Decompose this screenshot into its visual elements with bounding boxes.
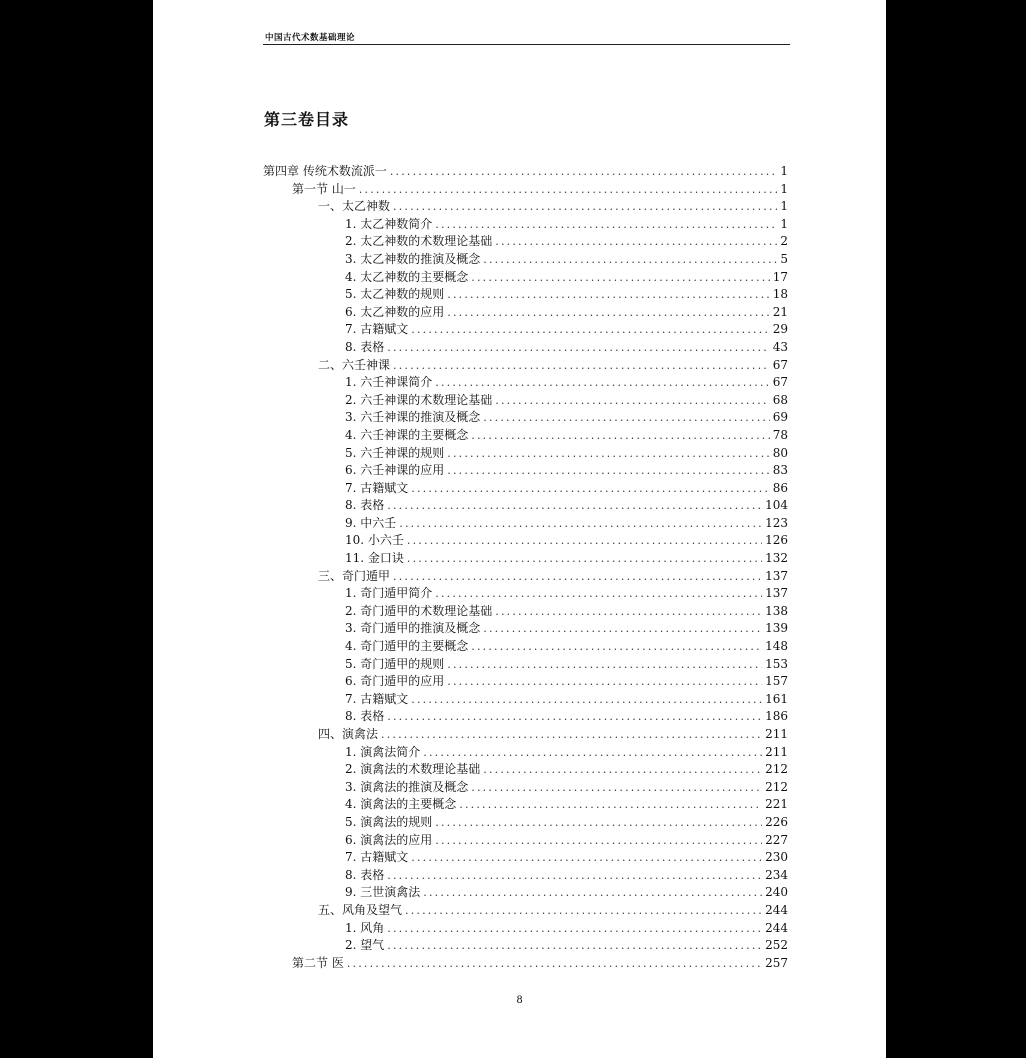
toc-entry <box>263 832 788 850</box>
dot-leader <box>387 920 762 938</box>
toc-entry <box>263 708 788 726</box>
toc-entry-label: 8. 表格 <box>345 867 385 882</box>
toc-entry-page: 67 <box>772 357 788 372</box>
toc-entry-label: 4. 演禽法的主要概念 <box>345 797 457 812</box>
toc-entry-label: 第四章 传统术数流派一 <box>263 164 387 178</box>
toc-entry <box>263 286 788 304</box>
toc-entry <box>263 251 788 269</box>
toc-entry <box>263 181 788 199</box>
dot-leader <box>483 409 769 427</box>
toc-entry-label: 1. 风角 <box>345 920 385 935</box>
toc-entry <box>263 884 788 902</box>
dot-leader <box>387 937 762 955</box>
dot-leader <box>387 867 762 885</box>
toc-entry-page: 78 <box>772 427 788 442</box>
toc-entry-page: 211 <box>765 727 788 741</box>
toc-entry <box>263 620 788 638</box>
dot-leader <box>447 304 769 322</box>
dot-leader <box>393 568 762 586</box>
dot-leader <box>411 849 762 867</box>
dot-leader <box>483 620 762 638</box>
toc-entry-label: 7. 古籍赋文 <box>345 480 409 495</box>
toc-entry-label: 二、六壬神课 <box>318 357 391 372</box>
toc-entry-label: 3. 六壬神课的推演及概念 <box>345 410 481 425</box>
toc-entry-label: 3. 太乙神数的推演及概念 <box>345 251 481 266</box>
toc-entry-label: 11. 金口诀 <box>345 551 404 566</box>
toc-entry <box>263 374 788 392</box>
dot-leader <box>447 286 769 304</box>
toc-entry-page: 244 <box>765 920 788 935</box>
toc-entry-page: 29 <box>772 322 788 337</box>
toc-entry-page: 5 <box>780 251 788 266</box>
toc-entry-page: 68 <box>772 392 788 407</box>
toc-entry-label: 6. 太乙神数的应用 <box>345 304 445 319</box>
toc-entry-label: 第一节 山一 <box>292 181 356 196</box>
toc-entry-page: 137 <box>765 586 788 601</box>
toc-entry <box>263 216 788 234</box>
toc-entry <box>263 638 788 656</box>
toc-entry <box>263 673 788 691</box>
toc-entry-page: 1 <box>780 164 788 178</box>
toc-entry-page: 227 <box>765 832 788 847</box>
toc-entry-page: 137 <box>765 568 788 583</box>
dot-leader <box>405 902 762 920</box>
dot-leader <box>471 638 762 656</box>
toc-entry <box>263 445 788 463</box>
toc-entry-label: 2. 奇门遁甲的术数理论基础 <box>345 603 493 618</box>
toc-entry-label: 1. 演禽法简介 <box>345 744 421 759</box>
toc-entry-page: 138 <box>765 603 788 618</box>
dot-leader <box>435 585 762 603</box>
toc-entry-page: 139 <box>765 621 788 636</box>
toc-entry <box>263 198 788 216</box>
toc-entry-label: 6. 演禽法的应用 <box>345 832 433 847</box>
toc-entry-label: 7. 古籍赋文 <box>345 850 409 865</box>
toc-entry-page: 1 <box>780 181 788 196</box>
toc-entry-page: 80 <box>772 445 788 460</box>
toc-entry-page: 83 <box>772 463 788 478</box>
toc-entry <box>263 585 788 603</box>
toc-entry-label: 8. 表格 <box>345 498 385 513</box>
toc-entry <box>263 955 788 973</box>
dot-leader <box>411 321 769 339</box>
toc-entry-label: 9. 中六壬 <box>345 515 397 530</box>
toc-entry <box>263 814 788 832</box>
toc-entry-page: 211 <box>765 744 788 759</box>
toc-entry-label: 5. 奇门遁甲的规则 <box>345 656 445 671</box>
toc-entry-label: 三、奇门遁甲 <box>318 568 391 583</box>
toc-entry-page: 226 <box>765 814 788 829</box>
dot-leader <box>483 251 777 269</box>
toc-entry-page: 157 <box>765 674 788 689</box>
dot-leader <box>447 673 762 691</box>
toc-entry <box>263 321 788 339</box>
toc-entry <box>263 515 788 533</box>
toc-entry-page: 17 <box>772 269 788 284</box>
dot-leader <box>359 181 778 199</box>
toc-entry-page: 257 <box>765 955 788 970</box>
toc-entry-label: 10. 小六壬 <box>345 533 404 548</box>
dot-leader <box>423 884 762 902</box>
toc-entry-label: 四、演禽法 <box>318 727 379 741</box>
dot-leader <box>387 708 762 726</box>
toc-entry-label: 8. 表格 <box>345 709 385 724</box>
dot-leader <box>381 726 762 744</box>
dot-leader <box>447 445 769 463</box>
toc-entry-page: 148 <box>765 639 788 654</box>
toc-entry <box>263 357 788 375</box>
dot-leader <box>471 779 762 797</box>
toc-entry-page: 186 <box>765 709 788 724</box>
dot-leader <box>390 163 778 181</box>
dot-leader <box>347 955 762 973</box>
toc-entry-label: 1. 奇门遁甲简介 <box>345 586 433 601</box>
toc-entry <box>263 339 788 357</box>
toc-entry-page: 21 <box>772 304 788 319</box>
dot-leader <box>411 691 762 709</box>
dot-leader <box>435 814 762 832</box>
toc-entry <box>263 497 788 515</box>
toc-entry-page: 161 <box>765 691 788 706</box>
book-page <box>153 0 886 1058</box>
toc-entry <box>263 779 788 797</box>
toc-entry <box>263 409 788 427</box>
toc-entry-label: 7. 古籍赋文 <box>345 322 409 337</box>
toc-entry <box>263 550 788 568</box>
dot-leader <box>471 269 769 287</box>
toc-entry-label: 5. 太乙神数的规则 <box>345 287 445 302</box>
dot-leader <box>495 233 777 251</box>
dot-leader <box>495 392 769 410</box>
toc-entry <box>263 744 788 762</box>
toc-entry-label: 4. 奇门遁甲的主要概念 <box>345 639 469 654</box>
toc-entry-label: 五、风角及望气 <box>318 902 403 917</box>
table-of-contents <box>263 163 788 972</box>
dot-leader <box>471 427 769 445</box>
toc-entry-label: 第二节 医 <box>292 955 344 970</box>
toc-entry-page: 1 <box>780 199 788 214</box>
toc-entry-label: 8. 表格 <box>345 339 385 354</box>
dot-leader <box>459 796 762 814</box>
dot-leader <box>435 216 777 234</box>
toc-entry-page: 252 <box>765 938 788 953</box>
toc-entry <box>263 656 788 674</box>
toc-entry-page: 2 <box>780 234 788 249</box>
toc-entry <box>263 726 788 744</box>
dot-leader <box>483 761 762 779</box>
toc-entry-label: 一、太乙神数 <box>318 199 391 214</box>
header-rule <box>263 44 790 45</box>
toc-entry-page: 86 <box>772 480 788 495</box>
dot-leader <box>387 497 762 515</box>
toc-entry <box>263 603 788 621</box>
toc-entry-page: 126 <box>765 533 788 548</box>
toc-entry-page: 212 <box>765 762 788 777</box>
toc-entry <box>263 902 788 920</box>
dot-leader <box>423 744 762 762</box>
dot-leader <box>387 339 769 357</box>
dot-leader <box>447 462 769 480</box>
page-title: 第三卷目录 <box>264 110 350 129</box>
toc-entry-label: 7. 古籍赋文 <box>345 691 409 706</box>
toc-entry <box>263 796 788 814</box>
toc-entry-page: 69 <box>772 410 788 425</box>
toc-entry-page: 43 <box>772 339 788 354</box>
toc-entry-page: 104 <box>765 498 788 513</box>
dot-leader <box>495 603 762 621</box>
toc-entry <box>263 392 788 410</box>
toc-entry-label: 4. 六壬神课的主要概念 <box>345 427 469 442</box>
dot-leader <box>393 357 770 375</box>
toc-entry-label: 4. 太乙神数的主要概念 <box>345 269 469 284</box>
toc-entry-label: 2. 太乙神数的术数理论基础 <box>345 234 493 249</box>
toc-entry <box>263 269 788 287</box>
toc-entry <box>263 568 788 586</box>
toc-entry <box>263 480 788 498</box>
toc-entry-label: 3. 演禽法的推演及概念 <box>345 779 469 794</box>
toc-entry-page: 1 <box>780 216 788 231</box>
dot-leader <box>399 515 762 533</box>
toc-entry-label: 9. 三世演禽法 <box>345 885 421 900</box>
toc-entry-page: 244 <box>765 902 788 917</box>
toc-entry <box>263 304 788 322</box>
toc-entry <box>263 532 788 550</box>
toc-entry-page: 123 <box>765 515 788 530</box>
toc-entry <box>263 163 788 181</box>
dot-leader <box>411 480 769 498</box>
toc-entry-label: 5. 演禽法的规则 <box>345 814 433 829</box>
toc-entry-label: 6. 六壬神课的应用 <box>345 463 445 478</box>
toc-entry <box>263 937 788 955</box>
toc-entry-label: 2. 望气 <box>345 938 385 953</box>
toc-entry <box>263 691 788 709</box>
toc-entry <box>263 867 788 885</box>
dot-leader <box>447 656 762 674</box>
toc-entry <box>263 849 788 867</box>
dot-leader <box>407 550 762 568</box>
dot-leader <box>393 198 777 216</box>
toc-entry-page: 132 <box>765 551 788 566</box>
toc-entry-page: 230 <box>765 850 788 865</box>
toc-entry-label: 1. 六壬神课简介 <box>345 375 433 390</box>
toc-entry-label: 1. 太乙神数简介 <box>345 216 433 231</box>
toc-entry-page: 221 <box>765 797 788 812</box>
toc-entry-page: 153 <box>765 656 788 671</box>
toc-entry-label: 2. 演禽法的术数理论基础 <box>345 762 481 777</box>
running-head: 中国古代术数基础理论 <box>265 33 356 43</box>
toc-entry-label: 5. 六壬神课的规则 <box>345 445 445 460</box>
dot-leader <box>435 374 769 392</box>
toc-entry-page: 234 <box>765 867 788 882</box>
toc-entry <box>263 761 788 779</box>
toc-entry <box>263 462 788 480</box>
toc-entry-page: 212 <box>765 779 788 794</box>
toc-entry-page: 67 <box>772 375 788 390</box>
toc-entry <box>263 233 788 251</box>
toc-entry-page: 240 <box>765 885 788 900</box>
dot-leader <box>407 532 762 550</box>
toc-entry <box>263 427 788 445</box>
toc-entry-page: 18 <box>772 287 788 302</box>
page-number: 8 <box>516 995 523 1006</box>
dot-leader <box>435 832 762 850</box>
toc-entry-label: 2. 六壬神课的术数理论基础 <box>345 392 493 407</box>
toc-entry-label: 6. 奇门遁甲的应用 <box>345 674 445 689</box>
toc-entry <box>263 920 788 938</box>
toc-entry-label: 3. 奇门遁甲的推演及概念 <box>345 621 481 636</box>
